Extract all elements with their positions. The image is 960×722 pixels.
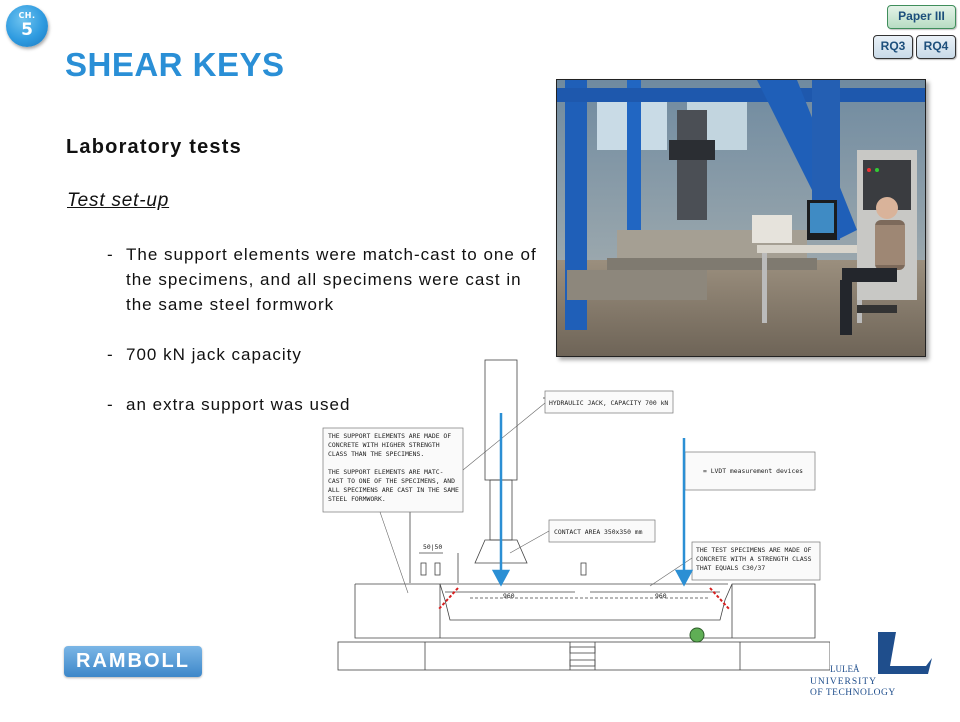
paper-tag[interactable]: Paper III <box>887 5 956 29</box>
lab-photo-drawing <box>557 80 925 356</box>
jack-note: HYDRAULIC JACK, CAPACITY 700 kN <box>549 399 669 407</box>
contact-area-note: CONTACT AREA 350x350 mm <box>554 528 643 536</box>
bullet-dash: - <box>107 345 114 364</box>
ltu-line-1: LULEÅ <box>830 664 860 674</box>
chapter-number: 5 <box>21 20 33 40</box>
bullet-dash: - <box>107 245 114 264</box>
specimen-note-line: CONCRETE WITH A STRENGTH CLASS <box>696 555 812 563</box>
support-note-1-line: THE SUPPORT ELEMENTS ARE MADE OF <box>328 432 452 440</box>
specimen-note-line: THAT EQUALS C30/37 <box>696 564 766 572</box>
bullet-text: 700 kN jack capacity <box>126 345 302 364</box>
support-note-2-line: CAST TO ONE OF THE SPECIMENS, AND <box>328 477 455 485</box>
test-setup-drawing <box>320 358 830 674</box>
dim-left: 960 <box>503 592 515 600</box>
support-note-1-line: CONCRETE WITH HIGHER STRENGTH <box>328 441 440 449</box>
rq3-tag[interactable]: RQ3 <box>873 35 913 59</box>
extra-support-marker <box>690 628 704 642</box>
chapter-badge <box>6 5 48 47</box>
support-note-1-line: CLASS THAN THE SPECIMENS. <box>328 450 425 458</box>
lab-photo <box>556 79 926 357</box>
lvdt-legend: = LVDT measurement devices <box>703 467 804 475</box>
bullet-text: an extra support was used <box>126 395 351 414</box>
dim-right: 960 <box>655 592 667 600</box>
section-heading: Test set-up <box>67 190 170 211</box>
test-setup-svg <box>320 358 830 674</box>
ltu-line-3: OF TECHNOLOGY <box>810 688 896 698</box>
ltu-logo-mark <box>808 628 938 698</box>
chapter-label: CH. <box>18 11 36 20</box>
dim-5050: 50|50 <box>423 543 443 551</box>
page-title: SHEAR KEYS <box>65 46 285 83</box>
ramboll-logo: RAMBOLL <box>64 646 202 677</box>
bullet-text: The support elements were match-cast to one of the specimens, and all specimens were cast in the same steel formwork <box>126 245 537 314</box>
ltu-line-2: UNIVERSITY <box>810 677 877 687</box>
support-note-2-line: STEEL FORMWORK. <box>328 495 386 503</box>
subtitle: Laboratory tests <box>66 136 242 158</box>
specimen-note-line: THE TEST SPECIMENS ARE MADE OF <box>696 546 812 554</box>
support-note-2-line: THE SUPPORT ELEMENTS ARE MATC- <box>328 468 444 476</box>
ltu-logo <box>808 628 938 698</box>
rq4-tag[interactable]: RQ4 <box>916 35 956 59</box>
bullet-dash: - <box>107 395 114 414</box>
support-note-2-line: ALL SPECIMENS ARE CAST IN THE SAME <box>328 486 459 494</box>
bullet-item <box>107 242 547 317</box>
